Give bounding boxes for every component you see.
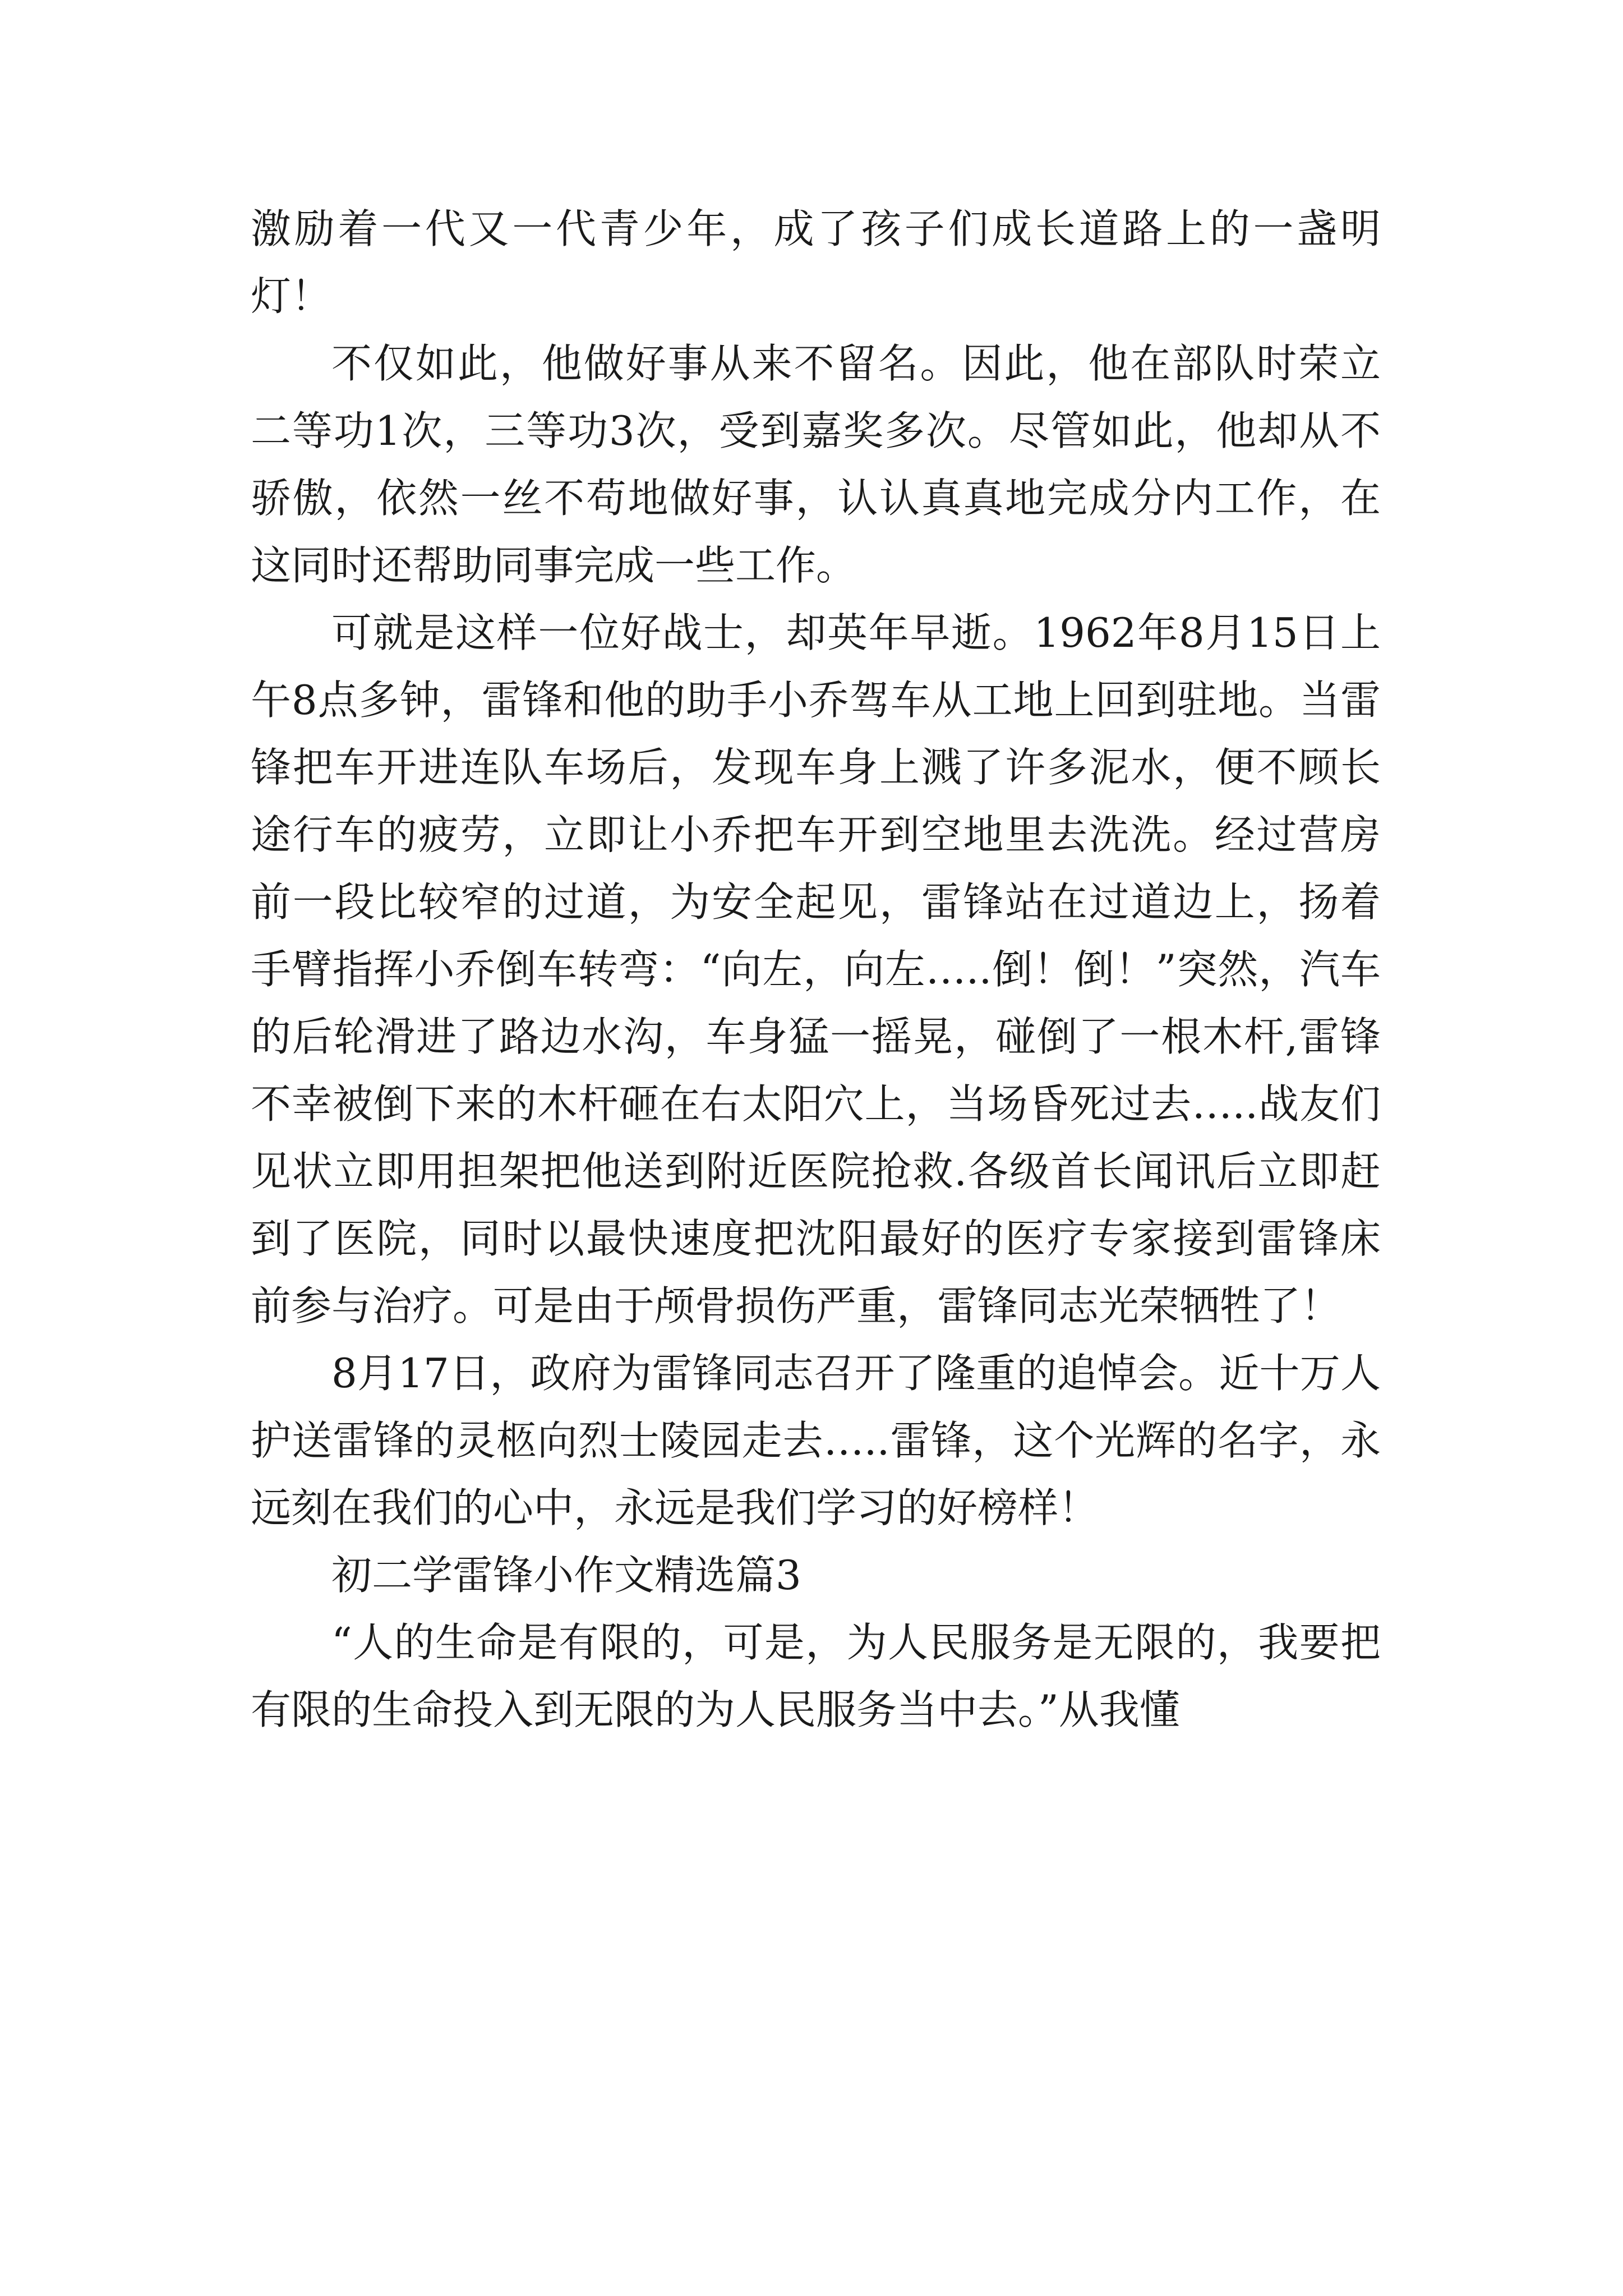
section-heading: 初二学雷锋小作文精选篇3 xyxy=(331,1552,801,1599)
paragraph-quote: “人的生命是有限的，可是，为人民服务是无限的，我要把有限的生命投入到无限的为人民服务当中去。”从我懂 xyxy=(251,1619,1381,1733)
paragraph-continuation: 激励着一代又一代青少年，成了孩子们成长道路上的一盏明灯！ xyxy=(251,205,1381,320)
document-body xyxy=(251,195,1381,1743)
paragraph-merits: 不仅如此，他做好事从来不留名。因此，他在部队时荣立二等功1次，三等功3次，受到嘉奖多次。尽管如此，他却从不骄傲，依然一丝不苟地做好事，认认真真地完成分内工作，在这同时还帮助同事完成一些工作。 xyxy=(251,340,1381,589)
paragraph-memorial: 8月17日，政府为雷锋同志召开了隆重的追悼会。近十万人护送雷锋的灵柩向烈士陵园走去…..雷锋，这个光辉的名字，永远刻在我们的心中，永远是我们学习的好榜样！ xyxy=(251,1350,1381,1531)
paragraph-accident: 可就是这样一位好战士，却英年早逝。1962年8月15日上午8点多钟，雷锋和他的助手小乔驾车从工地上回到驻地。当雷锋把车开进连队车场后，发现车身上溅了许多泥水，便不顾长途行车的疲劳，立即让小乔把车开到空地里去洗洗。经过营房前一段比较窄的过道，为安全起见，雷锋站在过道边上，扬着手臂指挥小乔倒车转弯：“向左，向左…..倒！倒！”突然，汽车的后轮滑进了路边水沟，车身猛一摇晃，碰倒了一根木杆,雷锋不幸被倒下来的木杆砸在右太阳穴上，当场昏死过去…..战友们见状立即用担架把他送到附近医院抢救.各级首长闻讯后立即赶到了医院，同时以最快速度把沈阳最好的医疗专家接到雷锋床前参与治疗。可是由于颅骨损伤严重，雷锋同志光荣牺牲了！ xyxy=(251,609,1381,1329)
